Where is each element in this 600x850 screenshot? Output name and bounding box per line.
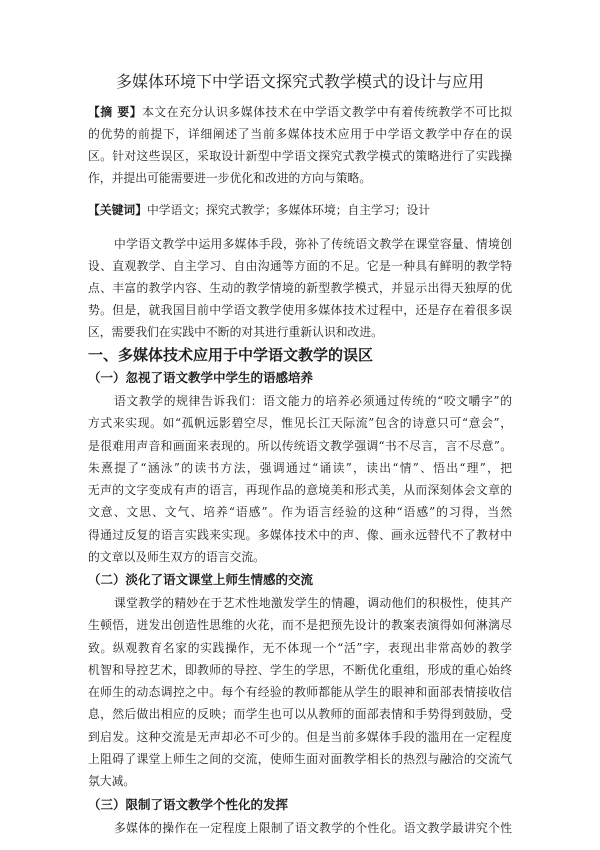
paragraph-line: 点、丰富的教学内容、生动的教学情境的新型教学模式，并显示出得天独厚的优	[88, 281, 512, 295]
paragraph-line: 息，然后做出相应的反映；而学生也可以从教师的面部表情和手势得到鼓励，受	[88, 707, 512, 722]
paragraph-line: 语文教学的规律告诉我们：语文能力的培养必须通过传统的“咬文嚼字”的	[114, 394, 512, 408]
paragraph-line: 设、直观教学、自主学习、自由沟通等方面的不足。它是一种具有鲜明的教学特	[88, 259, 512, 273]
paragraph-line: 中学语文教学中运用多媒体手段，弥补了传统语文教学在课堂容量、情境创	[114, 237, 512, 251]
body-paragraph	[88, 390, 512, 568]
intro-paragraph	[88, 233, 512, 343]
subsection-heading: （二）淡化了语文课堂上师生情感的交流	[88, 572, 314, 587]
paragraph-line: 文意、文思、文气、培养“语感”。作为语言经验的这种“语感”的习得，当然	[88, 505, 512, 520]
paragraph-line: 生顿悟，迸发出创造性思维的火花，而不是把预先设计的教案表演得如何淋漓尽	[88, 618, 512, 633]
abstract-line: 区。针对这些误区，采取设计新型中学语文探究式教学模式的策略进行了实践操	[88, 149, 512, 163]
abstract-line: 作，并提出可能需要进一步优化和改进的方向与策略。	[88, 171, 372, 185]
abstract-text: 本文在充分认识多媒体技术在中学语文教学中有着传统教学不可比拟	[142, 105, 512, 119]
section-heading: 一、多媒体技术应用于中学语文教学的误区	[88, 346, 374, 364]
body-paragraph	[88, 592, 512, 793]
paper-title: 多媒体环境下中学语文探究式教学模式的设计与应用	[115, 72, 484, 91]
paragraph-line: 方式来实现。如“孤帆远影碧空尽，惟见长江天际流”包含的诗意只可“意会”，	[88, 416, 512, 431]
abstract	[88, 101, 512, 189]
paragraph-line: 是很难用声音和画面来表现的。所以传统语文教学强调“书不尽言，言不尽意”。	[88, 438, 512, 453]
subsection-heading: （三）限制了语文教学个性化的发挥	[88, 797, 289, 812]
paragraph-line: 机智和导控艺术，即教师的导控、学生的学思，不断优化重组，形成的重心始终	[88, 662, 512, 677]
paragraph-line: 多媒体的操作在一定程度上限制了语文教学的个性化。语文教学最讲究个性	[114, 821, 512, 835]
keywords-label: 【关键词】	[88, 203, 147, 217]
paragraph-line: 在师生的动态调控之中。每个有经验的教师都能从学生的眼神和面部表情接收信	[88, 685, 512, 700]
paragraph-line: 的文章以及师生双方的语言交流。	[88, 550, 265, 565]
paragraph-line: 课堂教学的精妙在于艺术性地激发学生的情趣，调动他们的积极性，使其产	[114, 596, 512, 610]
abstract-label: 【摘 要】	[88, 105, 143, 119]
paragraph-line: 到启发。这种交流是无声却必不可少的。但是当前多媒体手段的滥用在一定程度	[88, 729, 512, 744]
paragraph-line: 上阻碍了课堂上师生之间的交流，使师生面对面教学相长的热烈与融洽的交流气	[88, 752, 512, 767]
paragraph-line: 得通过反复的语言实践来实现。多媒体技术中的声、像、画永远替代不了教材中	[88, 527, 512, 542]
paragraph-line: 致。纵观教育名家的实践操作，无不体现一个“活”字，表现出非常高妙的教学	[88, 640, 512, 655]
subsection-heading: （一）忽视了语文教学中学生的语感培养	[88, 370, 314, 385]
abstract-line: 的优势的前提下，详细阐述了当前多媒体技术应用于中学语文教学中存在的误	[88, 127, 512, 141]
paragraph-line: 区，需要我们在实践中不断的对其进行重新认识和改进。	[88, 325, 383, 339]
paragraph-line: 朱熹提了“涵泳”的读书方法，强调通过“诵读”，读出“情”、悟出“理”，把	[88, 460, 512, 475]
paragraph-line: 无声的文字变成有声的语言，再现作品的意境美和形式美，从而深刻体会文章的	[88, 483, 512, 498]
paragraph-line: 势。但是，就我国目前中学语文教学使用多媒体技术过程中，还是存在着很多误	[88, 303, 512, 317]
keywords-text: 中学语文；探究式教学；多媒体环境；自主学习；设计	[147, 203, 431, 217]
keywords	[88, 199, 512, 221]
paragraph-line: 氛大减。	[88, 774, 136, 789]
abstract-line	[88, 101, 512, 123]
body-paragraph	[88, 817, 512, 839]
